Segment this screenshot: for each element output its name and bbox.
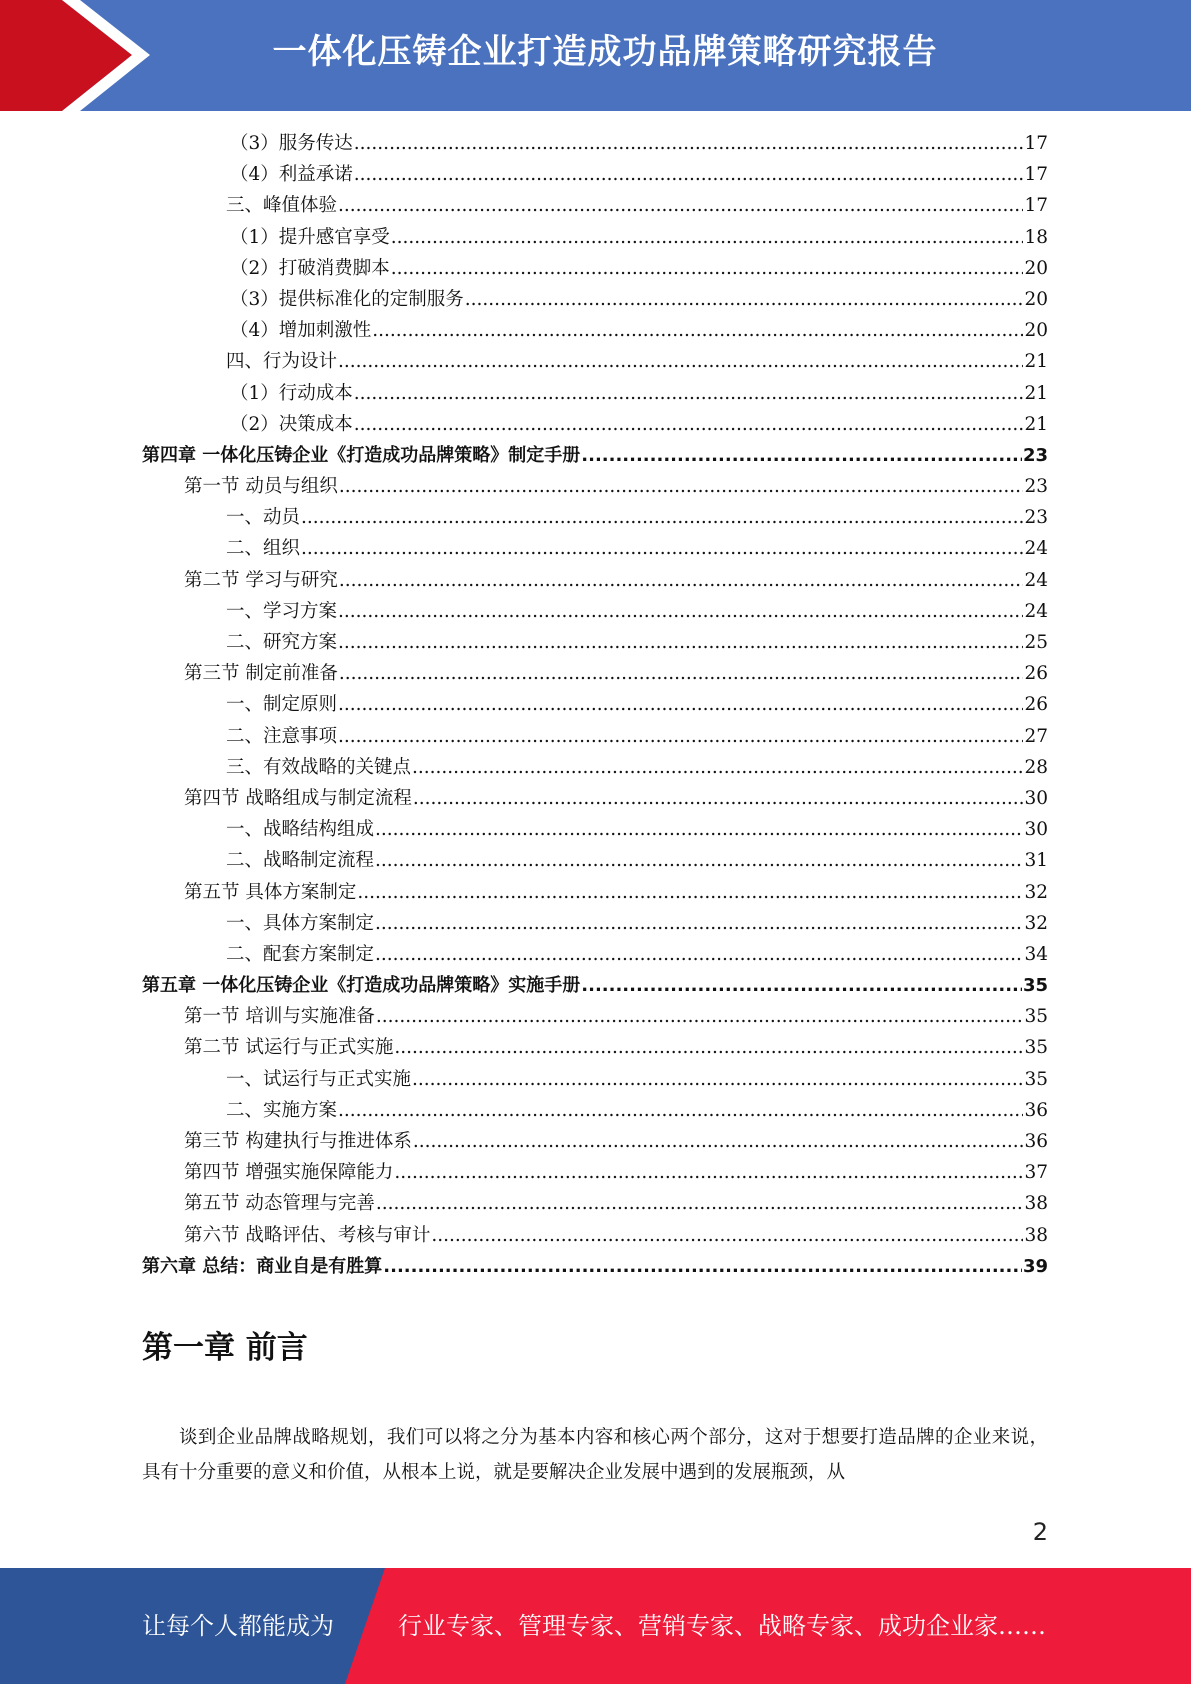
toc-dot-leader: [431, 1220, 1023, 1251]
toc-dot-leader: [338, 1095, 1023, 1126]
toc-entry[interactable]: [142, 627, 1048, 658]
toc-dot-leader: [339, 471, 1024, 502]
toc-entry[interactable]: [142, 533, 1048, 564]
toc-entry-title: 一、具体方案制定: [226, 912, 375, 934]
toc-entry[interactable]: [142, 1251, 1048, 1282]
toc-dot-leader: [338, 721, 1023, 752]
toc-entry-title: 第五节 动态管理与完善: [184, 1193, 375, 1215]
toc-dot-leader: [301, 533, 1023, 564]
toc-dot-leader: [354, 409, 1024, 440]
toc-entry[interactable]: [142, 877, 1048, 908]
toc-entry[interactable]: [142, 1032, 1048, 1063]
footer-banner: [0, 1568, 1191, 1684]
toc-entry-page: 34: [1024, 943, 1048, 965]
toc-entry-page: 38: [1024, 1224, 1048, 1246]
toc-entry-title: 二、注意事项: [226, 725, 338, 747]
toc-entry[interactable]: [142, 190, 1048, 221]
toc-entry-page: 31: [1024, 850, 1048, 872]
toc-entry-title: 三、峰值体验: [226, 195, 338, 217]
toc-entry[interactable]: [142, 565, 1048, 596]
toc-entry-page: 28: [1024, 756, 1048, 778]
toc-dot-leader: [301, 502, 1023, 533]
toc-entry[interactable]: [142, 970, 1048, 1001]
toc-entry[interactable]: [142, 1126, 1048, 1157]
footer-slogan-right: 行业专家、管理专家、营销专家、战略专家、成功企业家……: [398, 1612, 1046, 1640]
toc-entry-title: （2）打破消费脚本: [230, 257, 390, 279]
toc-entry[interactable]: [142, 752, 1048, 783]
toc-entry[interactable]: [142, 471, 1048, 502]
toc-entry[interactable]: [142, 128, 1048, 159]
toc-entry-page: 17: [1024, 133, 1048, 154]
toc-entry-title: 第五节 具体方案制定: [184, 881, 357, 903]
toc-entry-page: 35: [1024, 1006, 1048, 1028]
toc-entry-title: （3）提供标准化的定制服务: [230, 288, 464, 310]
toc-dot-leader: [375, 939, 1023, 970]
toc-entry[interactable]: [142, 502, 1048, 533]
toc-entry-page: 23: [1022, 444, 1048, 466]
toc-dot-leader: [375, 814, 1023, 845]
toc-entry-title: 二、研究方案: [226, 632, 338, 653]
toc-entry-page: 38: [1024, 1193, 1048, 1215]
toc-entry-title: 第五章 一体化压铸企业《打造成功品牌策略》实施手册: [142, 975, 581, 997]
toc-entry[interactable]: [142, 908, 1048, 939]
toc-entry-title: （4）增加刺激性: [230, 320, 372, 342]
toc-entry-page: 24: [1024, 600, 1048, 622]
toc-dot-leader: [375, 845, 1023, 876]
toc-dot-leader: [394, 1032, 1023, 1063]
toc-entry-page: 35: [1022, 975, 1048, 997]
toc-entry-title: 第一节 动员与组织: [184, 476, 338, 498]
toc-entry-title: 二、战略制定流程: [226, 850, 375, 872]
toc-entry-page: 37: [1024, 1162, 1048, 1184]
toc-entry-page: 17: [1024, 164, 1048, 186]
toc-entry[interactable]: [142, 845, 1048, 876]
toc-entry-title: （2）决策成本: [230, 413, 353, 435]
toc-entry-page: 23: [1024, 476, 1048, 498]
toc-dot-leader: [413, 783, 1024, 814]
toc-entry-title: 一、动员: [226, 507, 301, 529]
toc-entry[interactable]: [142, 721, 1048, 752]
toc-entry-title: 第三节 制定前准备: [184, 663, 338, 685]
toc-entry-title: 一、制定原则: [226, 694, 338, 716]
page-number: 2: [1032, 1518, 1048, 1546]
toc-entry-title: 第四节 增强实施保障能力: [184, 1162, 394, 1184]
toc-entry[interactable]: [142, 440, 1048, 471]
toc-entry-title: 第一节 培训与实施准备: [184, 1006, 375, 1028]
toc-entry-page: 26: [1024, 663, 1048, 685]
toc-entry-title: 第四节 战略组成与制定流程: [184, 787, 412, 809]
toc-entry-title: 三、有效战略的关键点: [226, 756, 412, 778]
toc-entry-title: 第二节 学习与研究: [184, 569, 338, 591]
toc-entry-title: （1）行动成本: [230, 382, 353, 404]
toc-entry-title: 第六节 战略评估、考核与审计: [184, 1224, 431, 1246]
toc-dot-leader: [375, 908, 1023, 939]
toc-entry[interactable]: [142, 1001, 1048, 1032]
toc-dot-leader: [339, 565, 1024, 596]
toc-dot-leader: [412, 1064, 1023, 1095]
toc-entry[interactable]: [142, 1188, 1048, 1219]
toc-entry[interactable]: [142, 658, 1048, 689]
toc-entry-title: 二、配套方案制定: [226, 943, 375, 965]
toc-entry-title: 二、组织: [226, 538, 301, 560]
toc-entry-page: 26: [1024, 694, 1048, 716]
toc-entry-title: 第四章 一体化压铸企业《打造成功品牌策略》制定手册: [142, 444, 581, 466]
toc-dot-leader: [354, 378, 1024, 409]
toc-dot-leader: [465, 284, 1024, 315]
toc-entry-page: 17: [1024, 195, 1048, 217]
toc-entry[interactable]: [142, 596, 1048, 627]
toc-entry-page: 36: [1024, 1131, 1048, 1152]
toc-entry[interactable]: [142, 159, 1048, 190]
footer-slogan-left: 让每个人都能成为: [142, 1612, 334, 1640]
document-title: 一体化压铸企业打造成功品牌策略研究报告: [272, 32, 938, 72]
toc-entry-page: 25: [1024, 632, 1048, 653]
toc-dot-leader: [376, 1188, 1024, 1219]
toc-dot-leader: [354, 159, 1024, 190]
toc-entry-page: 21: [1024, 382, 1048, 404]
toc-entry-page: 35: [1024, 1037, 1048, 1059]
toc-dot-leader: [391, 253, 1024, 284]
toc-dot-leader: [372, 315, 1023, 346]
toc-entry-title: 一、试运行与正式实施: [226, 1068, 412, 1090]
toc-entry[interactable]: [142, 1095, 1048, 1126]
toc-entry-page: 18: [1024, 226, 1048, 248]
toc-dot-leader: [391, 222, 1024, 253]
toc-dot-leader: [354, 128, 1024, 159]
toc-dot-leader: [338, 689, 1023, 720]
toc-entry[interactable]: [142, 1157, 1048, 1188]
toc-dot-leader: [581, 440, 1022, 471]
toc-entry-title: 四、行为设计: [226, 351, 338, 373]
toc-dot-leader: [383, 1251, 1022, 1282]
toc-entry[interactable]: [142, 783, 1048, 814]
toc-entry-page: 32: [1024, 912, 1048, 934]
toc-entry[interactable]: [142, 409, 1048, 440]
toc-entry-page: 23: [1024, 507, 1048, 529]
toc-entry-page: 24: [1024, 538, 1048, 560]
toc-entry-page: 21: [1024, 413, 1048, 435]
body-paragraph: 谈到企业品牌战略规划，我们可以将之分为基本内容和核心两个部分，这对于想要打造品牌的企业来说，具有十分重要的意义和价值，从根本上说，就是要解决企业发展中遇到的发展瓶颈，从: [142, 1427, 1048, 1483]
toc-entry-page: 20: [1024, 320, 1048, 342]
toc-entry[interactable]: [142, 1064, 1048, 1095]
toc-dot-leader: [376, 1001, 1024, 1032]
toc-entry-page: 39: [1022, 1255, 1048, 1277]
toc-entry-page: 24: [1024, 569, 1048, 591]
toc-entry-page: 32: [1024, 881, 1048, 903]
toc-dot-leader: [338, 190, 1023, 221]
toc-entry-title: （1）提升感官享受: [230, 226, 390, 248]
table-of-contents: [142, 128, 1048, 1282]
toc-dot-leader: [412, 752, 1023, 783]
toc-entry[interactable]: [142, 939, 1048, 970]
toc-entry[interactable]: [142, 253, 1048, 284]
toc-entry-page: 27: [1024, 725, 1048, 747]
toc-entry-title: 第二节 试运行与正式实施: [184, 1037, 394, 1059]
toc-entry[interactable]: [142, 222, 1048, 253]
toc-entry-page: 30: [1024, 787, 1048, 809]
toc-entry-title: 一、学习方案: [226, 600, 338, 622]
toc-entry-page: 20: [1024, 257, 1048, 279]
toc-entry[interactable]: [142, 284, 1048, 315]
toc-entry-title: 第六章 总结：商业自是有胜算: [142, 1255, 383, 1277]
toc-entry-title: 一、战略结构组成: [226, 819, 375, 841]
toc-entry-page: 36: [1024, 1099, 1048, 1121]
toc-entry-title: 二、实施方案: [226, 1099, 338, 1121]
toc-dot-leader: [581, 970, 1022, 1001]
toc-entry[interactable]: [142, 814, 1048, 845]
toc-entry[interactable]: [142, 689, 1048, 720]
toc-entry-page: 20: [1024, 288, 1048, 310]
toc-dot-leader: [357, 877, 1023, 908]
toc-entry[interactable]: [142, 378, 1048, 409]
toc-entry-page: 35: [1024, 1068, 1048, 1090]
toc-entry-page: 30: [1024, 819, 1048, 841]
header-banner: [0, 0, 1191, 111]
toc-entry-title: （3）服务传达: [230, 133, 353, 154]
toc-entry[interactable]: [142, 1220, 1048, 1251]
toc-dot-leader: [338, 596, 1023, 627]
toc-entry-page: 21: [1024, 351, 1048, 373]
toc-dot-leader: [338, 346, 1023, 377]
toc-entry[interactable]: [142, 315, 1048, 346]
toc-dot-leader: [339, 658, 1024, 689]
toc-dot-leader: [338, 627, 1023, 658]
toc-dot-leader: [394, 1157, 1023, 1188]
toc-entry-title: （4）利益承诺: [230, 164, 353, 186]
toc-entry-title: 第三节 构建执行与推进体系: [184, 1131, 412, 1152]
toc-entry[interactable]: [142, 346, 1048, 377]
chapter-heading: 第一章 前言: [142, 1330, 308, 1366]
toc-dot-leader: [413, 1126, 1024, 1157]
